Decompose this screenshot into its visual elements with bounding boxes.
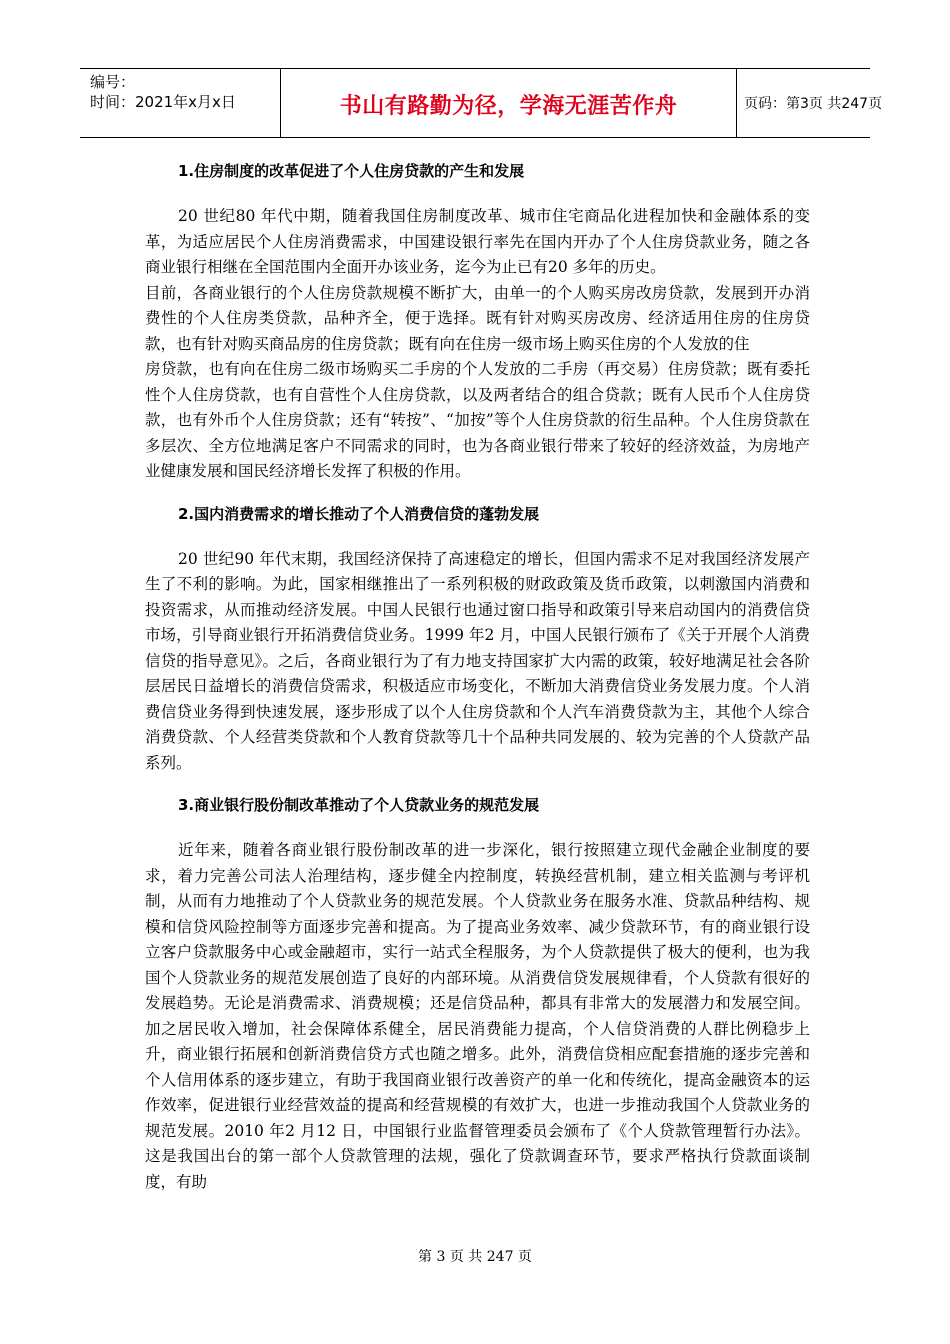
header-meta-cell	[80, 69, 280, 137]
section-2-title: 2.国内消费需求的增长推动了个人消费信贷的蓬勃发展	[178, 504, 540, 523]
motto-text: 书山有路勤为径，学海无涯苦作舟	[339, 94, 678, 119]
section-1-paragraph-3: 房贷款，也有向在住房二级市场购买二手房的个人发放的二手房（再交易）住房贷款；既有委托性个人住房贷款，也有自营性个人住房贷款，以及两者结合的组合贷款；既有人民币个人住房贷款，也有外币个人住房贷款；还有“转按”、“加按”等个人住房贷款的衍生品种。个人住房贷款在多层次、全方位地满足客户不同需求的同时，也为各商业银行带来了较好的经济效益，为房地产业健康发展和国民经济增长发挥了积极的作用。	[145, 360, 810, 480]
header-motto-cell	[280, 69, 737, 137]
section-1-paragraph-2: 目前，各商业银行的个人住房贷款规模不断扩大，由单一的个人购买房改房贷款，发展到开办消费性的个人住房类贷款，品种齐全，便于选择。既有针对购买房改房、经济适用住房的住房贷款，也有针对购买商品房的住房贷款；既有向在住房一级市场上购买住房的个人发放的住	[145, 283, 810, 353]
section-3-title: 3.商业银行股份制改革推动了个人贷款业务的规范发展	[178, 796, 540, 814]
document-body	[145, 154, 810, 1195]
date-label: 时间：2021年x月x日	[90, 93, 236, 111]
page-header	[80, 68, 883, 138]
serial-number-label: 编号：	[90, 73, 136, 91]
page-number-info: 页码：第3页 共247页	[744, 96, 883, 112]
section-1-paragraph-1: 20 世纪80 年代中期，随着我国住房制度改革、城市住宅商品化进程加快和金融体系的变革，为适应居民个人住房消费需求，中国建设银行率先在国内开办了个人住房贷款业务，随之各商业银行相继在全国范围内全面开办该业务，迄今为止已有20 多年的历史。	[145, 207, 810, 276]
section-3-paragraph-1: 近年来，随着各商业银行股份制改革的进一步深化，银行按照建立现代金融企业制度的要求，着力完善公司法人治理结构，逐步健全内控制度，转换经营机制，建立相关监测与考评机制，从而有力地推动了个人贷款业务的规范发展。个人贷款业务在服务水准、贷款品种结构、规模和信贷风险控制等方面逐步完善和提高。为了提高业务效率、减少贷款环节，有的商业银行设立客户贷款服务中心或金融超市，实行一站式全程服务，为个人贷款提供了极大的便利，也为我国个人贷款业务的规范发展创造了良好的内部环境。从消费信贷发展规律看，个人贷款有很好的发展趋势。无论是消费需求、消费规模；还是信贷品种，都具有非常大的发展潜力和发展空间。加之居民收入增加，社会保障体系健全，居民消费能力提高，个人信贷消费的人群比例稳步上升，商业银行拓展和创新消费信贷方式也随之增多。此外，消费信贷相应配套措施的逐步完善和个人信用体系的逐步建立，有助于我国商业银行改善资产的单一化和传统化，提高金融资本的运作效率，促进银行业经营效益的提高和经营规模的有效扩大，也进一步推动我国个人贷款业务的规范发展。2010 年2 月12 日，中国银行业监督管理委员会颁布了《个人贷款管理暂行办法》。这是我国出台的第一部个人贷款管理的法规，强化了贷款调查环节，要求严格执行贷款面谈制度，有助	[145, 841, 810, 1191]
header-page-cell	[736, 69, 883, 137]
section-1-title: 1.住房制度的改革促进了个人住房贷款的产生和发展	[178, 162, 525, 180]
page-footer: 第 3 页 共 247 页	[418, 1249, 532, 1265]
section-2-paragraph-1: 20 世纪90 年代末期，我国经济保持了高速稳定的增长，但国内需求不足对我国经济发展产生了不利的影响。为此，国家相继推出了一系列积极的财政政策及货币政策，以刺激国内消费和投资需求，从而推动经济发展。中国人民银行也通过窗口指导和政策引导来启动国内的消费信贷市场，引导商业银行开拓消费信贷业务。1999 年2 月，中国人民银行颁布了《关于开展个人消费信贷的指导意见》。之后，各商业银行为了有力地支持国家扩大内需的政策，较好地满足社会各阶层居民日益增长的消费信贷需求，积极适应市场变化，不断加大消费信贷业务发展力度。个人消费信贷业务得到快速发展，逐步形成了以个人住房贷款和个人汽车消费贷款为主，其他个人综合消费贷款、个人经营类贷款和个人教育贷款等几十个品种共同发展的、较为完善的个人贷款产品系列。	[145, 549, 810, 772]
